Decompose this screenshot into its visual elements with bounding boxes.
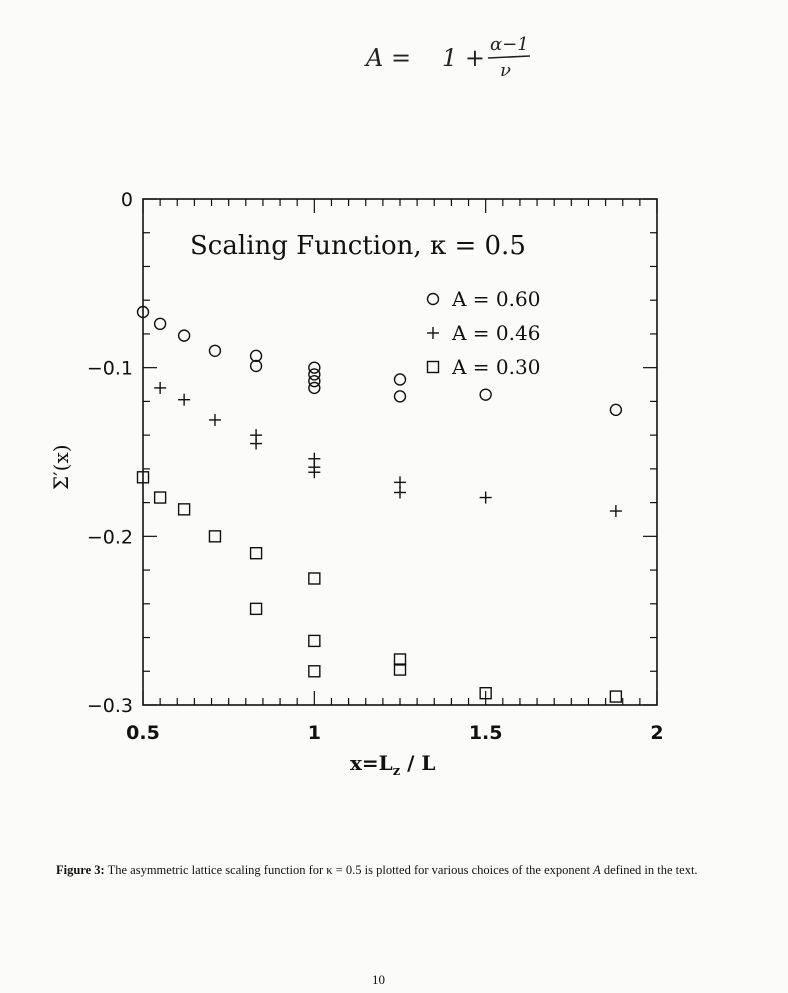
data-point-plus: [308, 466, 320, 478]
data-point-square: [610, 691, 621, 702]
chart-title: Scaling Function, κ = 0.5: [190, 231, 526, 261]
data-point-circle: [395, 391, 406, 402]
caption-text: The asymmetric lattice scaling function for κ = 0.5 is plotted for various choices of the exponent: [104, 863, 594, 877]
data-point-square: [209, 531, 220, 542]
data-point-circle: [610, 404, 621, 415]
data-point-plus: [154, 382, 166, 394]
data-point-square: [251, 603, 262, 614]
legend-label: A = 0.46: [452, 321, 541, 345]
data-point-plus: [250, 438, 262, 450]
data-point-circle: [251, 360, 262, 371]
data-point-square: [309, 635, 320, 646]
legend-marker-square: [428, 362, 439, 373]
caption-italic: A: [593, 863, 601, 877]
data-point-circle: [209, 345, 220, 356]
x-tick-label: 0.5: [126, 722, 160, 744]
data-point-circle: [179, 330, 190, 341]
formula-denominator: ν: [500, 60, 511, 81]
data-point-square: [155, 492, 166, 503]
data-point-square: [309, 573, 320, 584]
x-axis-label: [350, 751, 435, 779]
x-tick-label: 1.5: [468, 722, 503, 744]
legend-marker-plus: [427, 327, 439, 339]
y-tick-label: −0.3: [86, 695, 133, 717]
x-tick-label: 1: [307, 722, 321, 744]
formula-lhs: A =: [366, 44, 412, 72]
x-axis-label-main: x=L: [350, 751, 393, 775]
data-point-plus: [209, 414, 221, 426]
formula-numerator: α−1: [490, 34, 529, 55]
caption-label: Figure 3:: [56, 863, 105, 877]
plot-frame: [143, 199, 657, 705]
data-point-circle: [480, 389, 491, 400]
y-axis-label: Σ′(x): [49, 444, 73, 490]
legend-label: A = 0.30: [452, 355, 541, 379]
data-point-circle: [251, 350, 262, 361]
data-point-circle: [155, 318, 166, 329]
data-point-square: [395, 664, 406, 675]
data-point-circle: [309, 382, 320, 393]
data-point-square: [395, 654, 406, 665]
x-tick-label: 2: [650, 722, 664, 744]
data-point-plus: [610, 505, 622, 517]
legend-label: A = 0.60: [452, 287, 541, 311]
data-point-plus: [480, 492, 492, 504]
legend-marker-circle: [428, 294, 439, 305]
formula-one: 1 +: [442, 44, 486, 72]
y-tick-label: −0.1: [86, 357, 133, 380]
data-point-square: [309, 666, 320, 677]
y-tick-label: 0: [120, 189, 133, 211]
y-tick-label: −0.2: [86, 526, 133, 549]
data-point-square: [251, 548, 262, 559]
x-axis-label-sub: z: [392, 764, 401, 779]
data-point-plus: [178, 394, 190, 406]
data-point-square: [179, 504, 190, 515]
x-axis-label-tail: / L: [400, 751, 436, 775]
caption-tail: defined in the text.: [600, 863, 698, 877]
data-point-plus: [394, 486, 406, 498]
data-point-circle: [395, 374, 406, 385]
figure-caption: [56, 862, 736, 879]
page-number: 10: [372, 972, 385, 987]
